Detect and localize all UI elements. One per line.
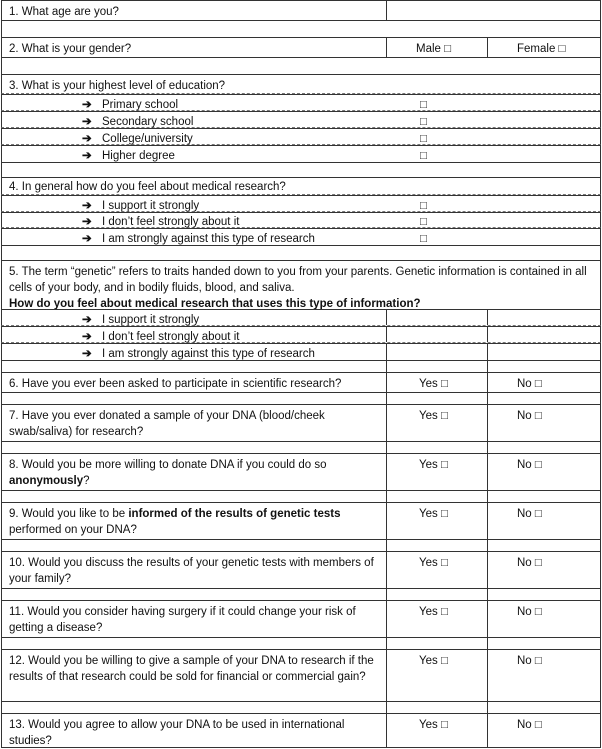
q11-row (1, 600, 601, 637)
q8-no-checkbox[interactable]: No □ (517, 459, 542, 471)
q9-yes-checkbox[interactable]: Yes □ (419, 508, 448, 520)
q4-option-checkbox[interactable]: □ (420, 216, 427, 228)
q11-text: 11. Would you consider having surgery if it could change your risk of getting a disease? (9, 606, 356, 634)
q7-yes-checkbox[interactable]: Yes □ (419, 410, 448, 422)
q11-no-checkbox[interactable]: No □ (517, 606, 542, 618)
q4-option: ➔ I don’t feel strongly about it □ (1, 212, 601, 228)
arrow-icon: ➔ (82, 216, 92, 228)
arrow-icon: ➔ (82, 200, 92, 212)
arrow-icon: ➔ (82, 116, 92, 128)
q8-yes-checkbox[interactable]: Yes □ (419, 459, 448, 471)
q3-option: ➔ College/university □ (1, 128, 601, 145)
q7-no-checkbox[interactable]: No □ (517, 410, 542, 422)
arrow-icon: ➔ (82, 331, 92, 343)
arrow-icon: ➔ (82, 314, 92, 326)
q6-yes-checkbox[interactable]: Yes □ (419, 378, 448, 390)
q3-option: ➔ Primary school □ (1, 94, 601, 111)
q3-option-checkbox[interactable]: □ (420, 150, 427, 162)
q13-text: 13. Would you agree to allow your DNA to be used in international studies? (9, 719, 345, 747)
q4-option-checkbox[interactable]: □ (420, 233, 427, 245)
arrow-icon: ➔ (82, 150, 92, 162)
q13-yes-checkbox[interactable]: Yes □ (419, 719, 448, 731)
q5-text: 5. The term “genetic” refers to traits handed down to you from your parents. Genetic information is contained in all cells of your body, and in bodily fluids, blood, and saliva. How do you feel about medical research that uses this type of information? (9, 266, 587, 310)
q2-female-checkbox[interactable]: Female □ (517, 43, 566, 55)
q4-option: ➔ I am strongly against this type of research □ (1, 228, 601, 245)
arrow-icon: ➔ (82, 99, 92, 111)
q10-yes-checkbox[interactable]: Yes □ (419, 557, 448, 569)
q12-no-checkbox[interactable]: No □ (517, 655, 542, 667)
q5-option: ➔ I don’t feel strongly about it (1, 326, 601, 343)
arrow-icon: ➔ (82, 233, 92, 245)
q8-row (1, 453, 601, 490)
q3-option-checkbox[interactable]: □ (420, 133, 427, 145)
q9-row (1, 502, 601, 539)
q10-text: 10. Would you discuss the results of your genetic tests with members of your family? (9, 557, 374, 585)
q2-male-checkbox[interactable]: Male □ (416, 43, 452, 55)
q2-row (1, 37, 601, 57)
q2-text: 2. What is your gender? (9, 43, 132, 55)
q12-text: 12. Would you be willing to give a sample of your DNA to research if the results of that research could be sold for financial or commercial gain? (9, 655, 374, 683)
q6-text: 6. Have you ever been asked to participate in scientific research? (9, 378, 342, 390)
q1-text: 1. What age are you? (9, 6, 119, 18)
arrow-icon: ➔ (82, 348, 92, 360)
q3-text: 3. What is your highest level of education? (9, 80, 226, 92)
q6-row (1, 372, 601, 392)
q3-option: ➔ Secondary school □ (1, 111, 601, 128)
q11-yes-checkbox[interactable]: Yes □ (419, 606, 448, 618)
q13-no-checkbox[interactable]: No □ (517, 719, 542, 731)
q4-option: ➔ I support it strongly □ (1, 195, 601, 212)
q5-option: ➔ I am strongly against this type of research (1, 343, 601, 360)
q3-option: ➔ Higher degree □ (1, 145, 601, 162)
q9-no-checkbox[interactable]: No □ (517, 508, 542, 520)
q8-text: 8. Would you be more willing to donate DNA if you could do so anonymously? (9, 459, 327, 487)
q7-text: 7. Have you ever donated a sample of your DNA (blood/cheek swab/saliva) for research? (9, 410, 325, 438)
q10-row (1, 551, 601, 588)
q9-text: 9. Would you like to be informed of the results of genetic tests performed on your DNA? (9, 508, 341, 536)
q13-row (1, 713, 601, 748)
q10-no-checkbox[interactable]: No □ (517, 557, 542, 569)
q7-row (1, 404, 601, 441)
q4-option-checkbox[interactable]: □ (420, 200, 427, 212)
q12-yes-checkbox[interactable]: Yes □ (419, 655, 448, 667)
q12-row (1, 649, 601, 701)
arrow-icon: ➔ (82, 133, 92, 145)
q6-no-checkbox[interactable]: No □ (517, 378, 542, 390)
q1-answer-field[interactable] (386, 1, 602, 20)
q5-option: ➔ I support it strongly (1, 309, 601, 326)
q1-row (1, 0, 601, 20)
q3-option-checkbox[interactable]: □ (420, 99, 427, 111)
q3-option-checkbox[interactable]: □ (420, 116, 427, 128)
q4-text: 4. In general how do you feel about medical research? (9, 181, 286, 193)
